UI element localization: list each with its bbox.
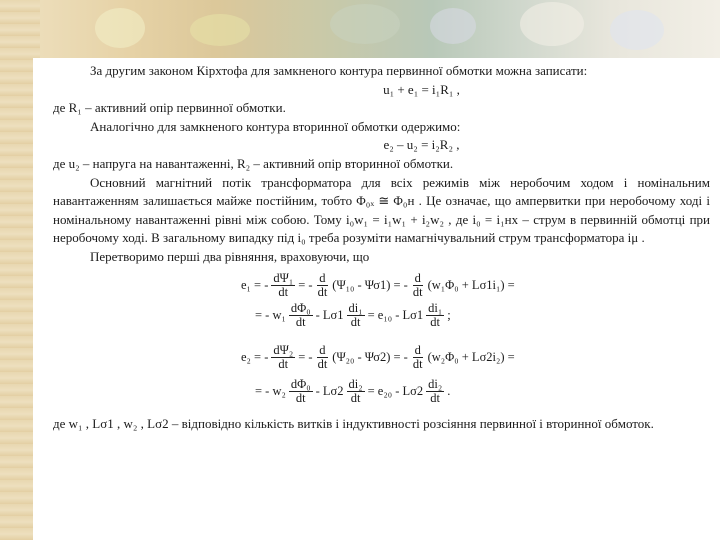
fraction-num: di₁: [348, 301, 363, 316]
fraction: [411, 344, 425, 371]
formula-row: [241, 301, 710, 331]
formula-row: [241, 341, 710, 375]
fraction-num: dΦ₀: [290, 301, 311, 316]
fraction-num: di₂: [428, 377, 443, 392]
fraction: [426, 302, 444, 329]
formula-part: = -: [298, 278, 313, 293]
formula-part: (Ψ₂₀ - Ψσ2) = -: [332, 350, 408, 365]
fraction: [316, 344, 330, 371]
formula-row: [241, 375, 710, 409]
fraction-num: di₂: [348, 377, 363, 392]
fraction-den: dt: [278, 285, 289, 300]
decorative-flower: [430, 8, 476, 44]
fraction-den: dt: [350, 315, 361, 330]
document-content: [53, 62, 710, 433]
formula-part: = -: [298, 350, 313, 365]
fraction-den: dt: [430, 391, 441, 406]
fraction-num: dΨ₂: [273, 343, 294, 358]
formula-part: e₁ = -: [241, 278, 269, 293]
formula-part: - Lσ2: [315, 384, 344, 399]
formula-part: = e₁₀ - Lσ1: [367, 308, 424, 323]
formula-part: (w₁Φ₀ + Lσ1i₁) =: [427, 278, 515, 293]
fraction: [411, 272, 425, 299]
paragraph: Основний магнітний потік трансформатора для всіх режимів між неробочим ходом і номінальним навантаженням залишається майже постійним, тобто Φ₀ₓ ≅ Φ₀н . Це означає, що ампервитки при неробочому ході і номінальному навантаженні рівні між собою. Тому i₀w₁ = i₁w₁ + i₂w₂ , де i₀ = i₁нх – струм в первинній обмотці при неробочому ході. В загальному випадку під i₀ треба розуміти намагнічувальний струм трансформатора iμ .: [53, 174, 710, 246]
text-line: Аналогічно для замкненого контура вторинної обмотки одержимо:: [90, 118, 461, 134]
decorative-flower: [330, 4, 400, 44]
fraction-num: d: [319, 343, 326, 358]
text-line: де R₁ – активний опір первинної обмотки.: [53, 100, 286, 116]
text-line: де u₂ – напруга на навантаженні, R₂ – активний опір вторинної обмотки.: [53, 155, 454, 171]
fraction-den: dt: [412, 285, 423, 300]
fraction-num: di₁: [428, 301, 443, 316]
formula-part: = e₂₀ - Lσ2: [367, 384, 424, 399]
formula-part: = - w₁: [255, 308, 286, 323]
fraction-num: d: [414, 271, 421, 286]
formula-row: [241, 271, 710, 301]
fraction: [426, 378, 444, 405]
decorative-flower: [95, 8, 145, 48]
fraction: [271, 272, 295, 299]
fraction-num: dΦ₀: [290, 377, 311, 392]
text-line: де w₁ , Lσ1 , w₂ , Lσ2 – відповідно кількість витків і індуктивності розсіяння первинної і вторинної обмоток.: [53, 415, 654, 431]
fraction: [289, 302, 313, 329]
equation-line: u₁ + e₁ = i₁R₁ ,: [383, 81, 460, 97]
fraction: [316, 272, 330, 299]
formula-part: (w₂Φ₀ + Lσ2i₂) =: [427, 350, 515, 365]
formula-part: e₂ = -: [241, 350, 269, 365]
fraction: [347, 302, 365, 329]
equation-line: e₂ – u₂ = i₂R₂ ,: [383, 137, 460, 153]
fraction-den: dt: [295, 391, 306, 406]
decorative-flower: [610, 10, 664, 50]
formula-part: (Ψ₁₀ - Ψσ1) = -: [332, 278, 408, 293]
fraction-den: dt: [317, 357, 328, 372]
fraction-den: dt: [430, 315, 441, 330]
fraction-num: dΨ₁: [273, 271, 294, 286]
fraction: [271, 344, 295, 371]
fraction: [347, 378, 365, 405]
fraction-den: dt: [317, 285, 328, 300]
decorative-flower: [520, 2, 584, 46]
text-line: За другим законом Кірхтофа для замкненого контура первинної обмотки можна записати:: [90, 63, 588, 78]
formula-part: .: [447, 384, 451, 399]
formula-part: = - w₂: [255, 384, 286, 399]
fraction-num: d: [319, 271, 326, 286]
text-line: Перетворимо перші два рівняння, враховуючи, що: [90, 248, 370, 264]
fraction-den: dt: [412, 357, 423, 372]
fraction: [289, 378, 313, 405]
fraction-num: d: [414, 343, 421, 358]
decorative-flower: [190, 14, 250, 46]
formula-block: [53, 271, 710, 409]
fraction-den: dt: [278, 357, 289, 372]
fraction-den: dt: [350, 391, 361, 406]
formula-part: ;: [447, 308, 451, 323]
formula-part: - Lσ1: [315, 308, 344, 323]
fraction-den: dt: [295, 315, 306, 330]
